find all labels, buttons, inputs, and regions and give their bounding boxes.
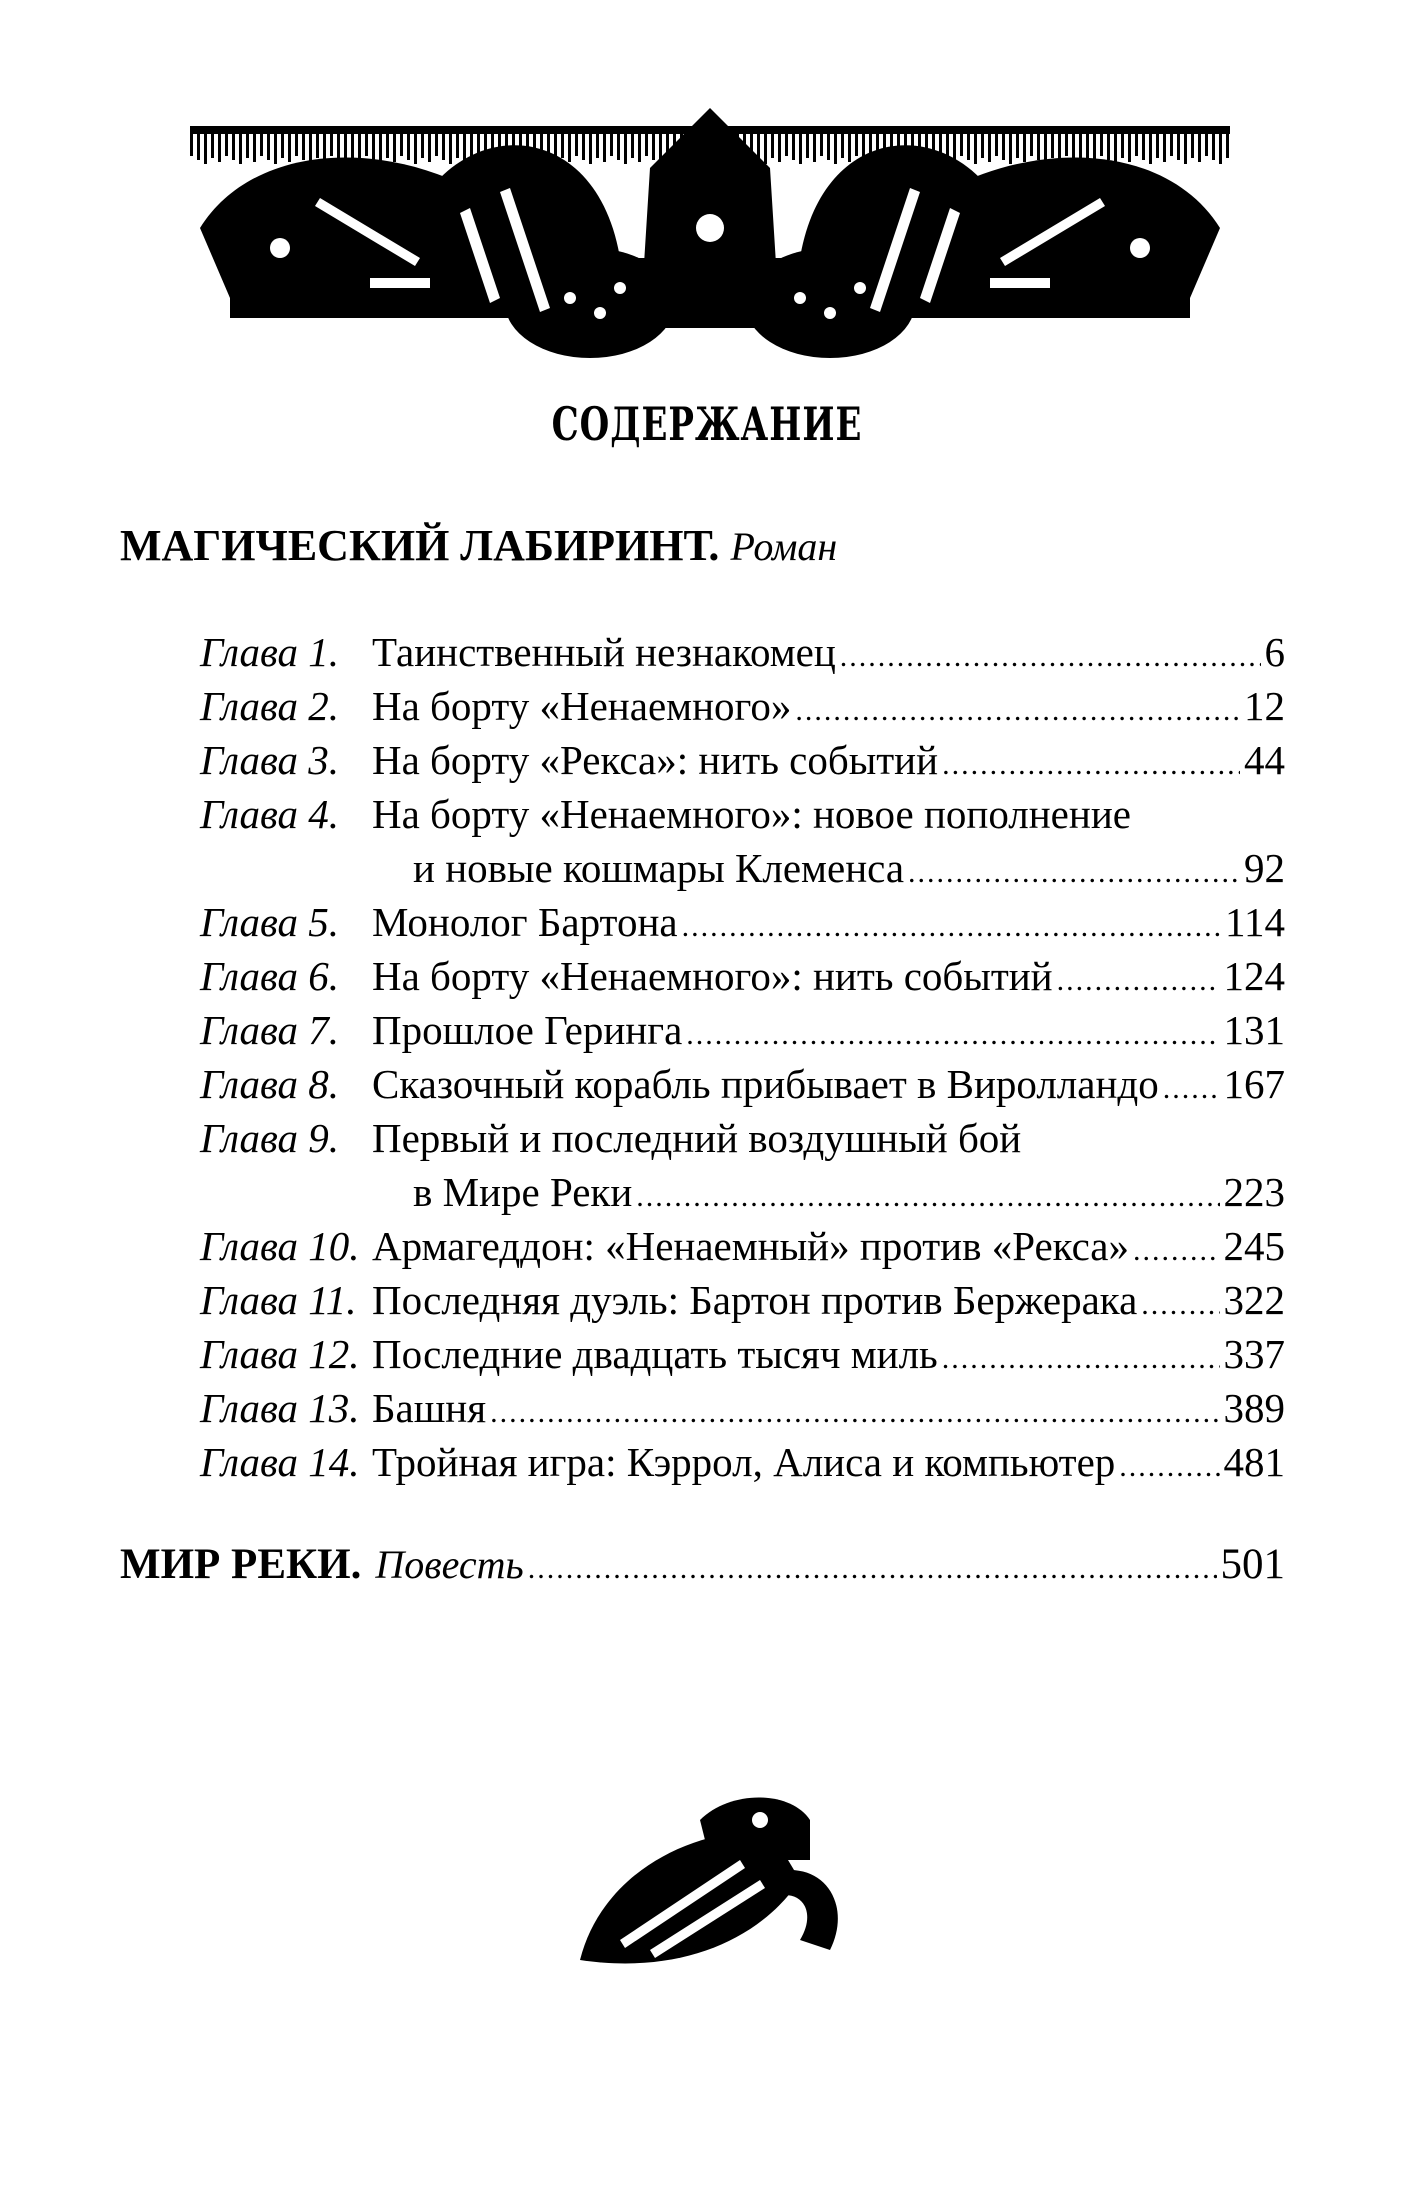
chapter-title: Сказочный корабль прибывает в Виролландо xyxy=(372,1061,1159,1107)
page-number: 337 xyxy=(1223,1331,1285,1377)
book-genre: Роман xyxy=(730,524,838,569)
chapter-title: На борту «Ненаемного» xyxy=(372,683,792,729)
toc-row[interactable] xyxy=(200,625,1285,679)
dot-leader xyxy=(1141,1278,1219,1332)
page-number: 322 xyxy=(1223,1277,1285,1323)
toc-row[interactable] xyxy=(200,1435,1285,1489)
chapter-label: Глава 10. xyxy=(200,1223,360,1269)
toc-line xyxy=(372,1327,1285,1386)
contents-heading: СОДЕРЖАНИЕ xyxy=(551,398,863,452)
toc-line xyxy=(372,733,1285,792)
chapter-label: Глава 1. xyxy=(200,629,340,675)
chapter-title: Последняя дуэль: Бартон против Бержерака xyxy=(372,1277,1138,1323)
page-number: 167 xyxy=(1223,1061,1285,1107)
novella-genre: Повесть xyxy=(375,1542,524,1587)
chapter-title: Монолог Бартона xyxy=(372,899,678,945)
chapter-label: Глава 4. xyxy=(200,791,340,837)
toc-line xyxy=(413,1165,1285,1224)
chapter-title: На борту «Рекса»: нить событий xyxy=(372,737,939,783)
chapter-title-continued: и новые кошмары Клеменса xyxy=(413,845,905,891)
chapter-label: Глава 14. xyxy=(200,1439,360,1485)
dot-leader xyxy=(1119,1440,1219,1494)
toc-row[interactable] xyxy=(200,733,1285,787)
page-number: 245 xyxy=(1223,1223,1285,1269)
toc-row[interactable] xyxy=(200,679,1285,733)
page-number: 131 xyxy=(1223,1007,1285,1053)
toc-line xyxy=(372,1273,1285,1332)
page-number: 124 xyxy=(1223,953,1285,999)
chapter-title-continued: в Мире Реки xyxy=(413,1169,633,1215)
toc-row-continuation[interactable] xyxy=(200,1165,1285,1219)
toc-line xyxy=(372,625,1285,684)
novella-title: МИР РЕКИ. xyxy=(120,1541,362,1588)
chapter-title: Тройная игра: Кэррол, Алиса и компьютер xyxy=(372,1439,1116,1485)
chapter-label: Глава 6. xyxy=(200,953,340,999)
dot-leader xyxy=(636,1170,1219,1224)
toc-row-continuation[interactable] xyxy=(200,841,1285,895)
dot-leader xyxy=(1163,1062,1220,1116)
chapter-label: Глава 9. xyxy=(200,1115,340,1161)
page-number: 223 xyxy=(1223,1169,1285,1215)
dot-leader xyxy=(942,1332,1220,1386)
book-title xyxy=(120,520,837,571)
toc-line xyxy=(372,1381,1285,1440)
book-title-text: МАГИЧЕСКИЙ ЛАБИРИНТ. xyxy=(120,521,720,570)
novella-entry[interactable] xyxy=(120,1540,1285,1600)
chapter-label: Глава 12. xyxy=(200,1331,360,1377)
dot-leader xyxy=(942,738,1240,792)
dot-leader xyxy=(908,846,1240,900)
toc-row[interactable] xyxy=(200,1003,1285,1057)
toc-line xyxy=(372,949,1285,1008)
dot-leader xyxy=(686,1008,1219,1062)
chapter-title: Башня xyxy=(372,1385,487,1431)
toc-line xyxy=(413,841,1285,900)
chapter-label: Глава 13. xyxy=(200,1385,360,1431)
chapter-title: На борту «Ненаемного»: новое пополнение xyxy=(372,791,1131,837)
dot-leader xyxy=(1133,1224,1220,1278)
page-number: 481 xyxy=(1223,1439,1285,1485)
chapter-label: Глава 5. xyxy=(200,899,340,945)
toc-row[interactable] xyxy=(200,949,1285,1003)
dot-leader xyxy=(528,1552,1217,1586)
toc-line xyxy=(372,1003,1285,1062)
dot-leader xyxy=(795,684,1240,738)
toc-row[interactable] xyxy=(200,1057,1285,1111)
seashell-ornament-icon xyxy=(170,108,1250,368)
page-number: 92 xyxy=(1244,845,1285,891)
chapter-label: Глава 11. xyxy=(200,1277,357,1323)
toc-line xyxy=(372,679,1285,738)
toc-row[interactable] xyxy=(200,1219,1285,1273)
page-number: 389 xyxy=(1223,1385,1285,1431)
page-number: 12 xyxy=(1244,683,1285,729)
toc-row[interactable] xyxy=(200,1273,1285,1327)
page-number: 44 xyxy=(1244,737,1285,783)
chapter-title: Армагеддон: «Ненаемный» против «Рекса» xyxy=(372,1223,1129,1269)
chapter-title: Прошлое Геринга xyxy=(372,1007,683,1053)
chapter-label: Глава 7. xyxy=(200,1007,340,1053)
dot-leader xyxy=(490,1386,1219,1440)
dot-leader xyxy=(1057,954,1220,1008)
chapter-title: Последние двадцать тысяч миль xyxy=(372,1331,938,1377)
toc-row[interactable] xyxy=(200,1327,1285,1381)
chapter-label: Глава 2. xyxy=(200,683,340,729)
page-number: 6 xyxy=(1264,629,1285,675)
page-number: 114 xyxy=(1225,899,1285,945)
toc-row[interactable] xyxy=(200,787,1285,841)
toc-row[interactable] xyxy=(200,895,1285,949)
chapter-label: Глава 3. xyxy=(200,737,340,783)
toc-line xyxy=(372,1435,1285,1494)
chapter-title: Первый и последний воздушный бой xyxy=(372,1115,1022,1161)
toc-row[interactable] xyxy=(200,1381,1285,1435)
chapter-title: На борту «Ненаемного»: нить событий xyxy=(372,953,1053,999)
toc-line xyxy=(372,1219,1285,1278)
novella-page: 501 xyxy=(1220,1541,1285,1588)
toc-line xyxy=(372,895,1285,954)
chapter-title: Таинственный незнакомец xyxy=(372,629,836,675)
toc-row[interactable] xyxy=(200,1111,1285,1165)
dot-leader xyxy=(682,900,1221,954)
toc-line xyxy=(372,1057,1285,1116)
chapter-label: Глава 8. xyxy=(200,1061,340,1107)
dot-leader xyxy=(840,630,1261,684)
seashell-vignette-icon xyxy=(560,1790,860,1980)
